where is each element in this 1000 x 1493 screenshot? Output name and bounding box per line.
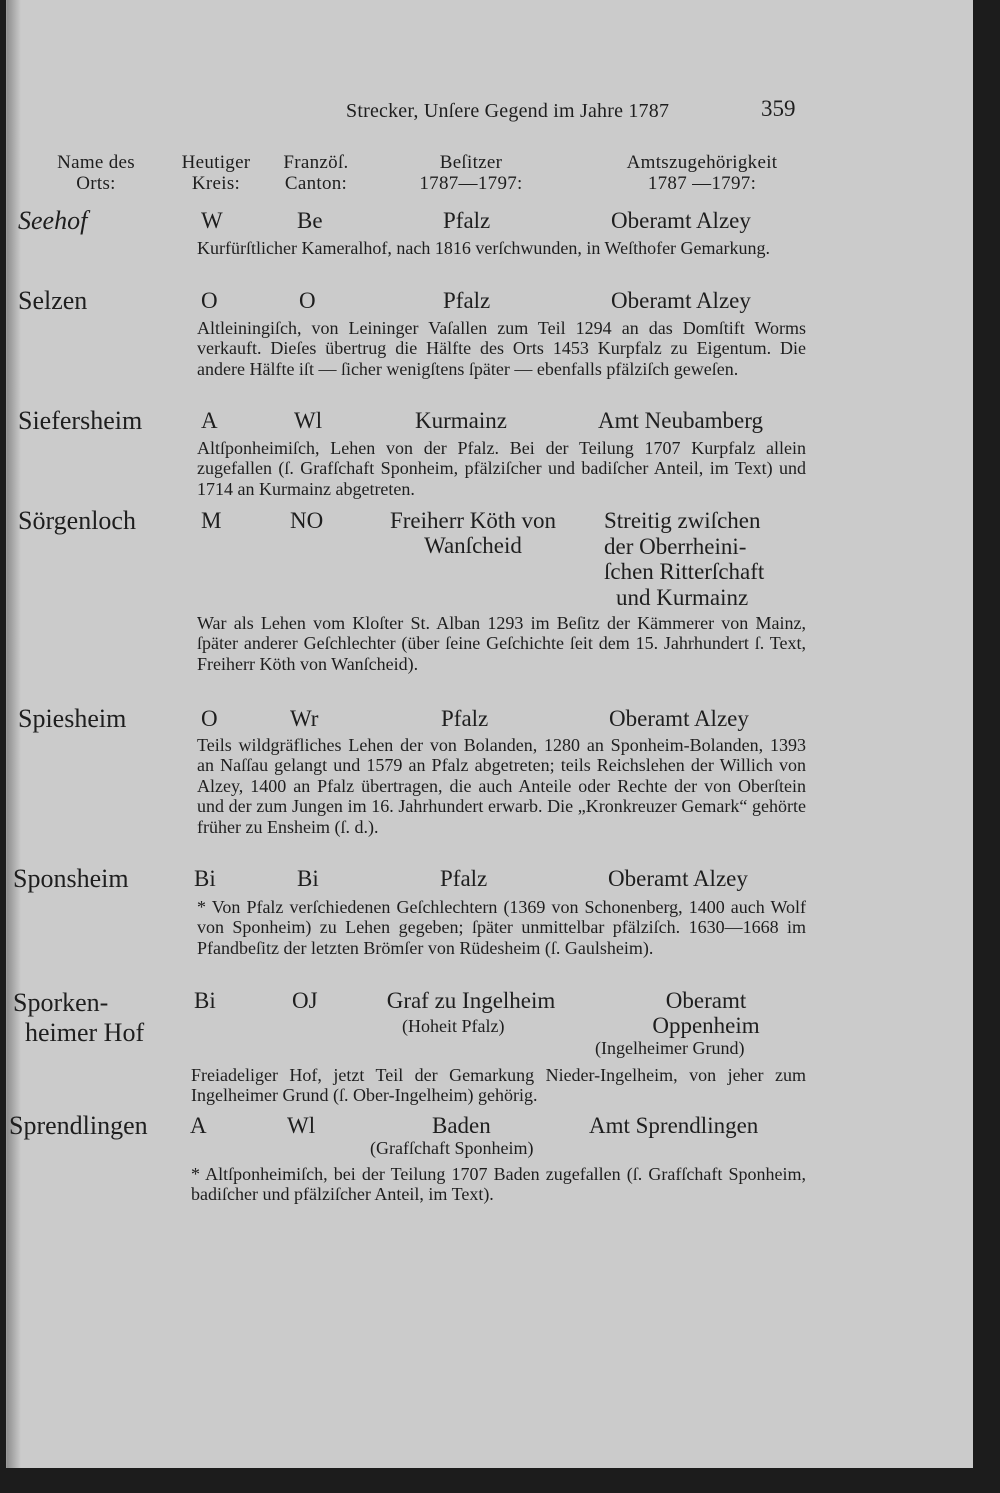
kreis-cell: Bi [194, 988, 216, 1013]
place-name: Sponsheim [13, 864, 129, 893]
canton-cell: Wl [287, 1113, 316, 1138]
place-name: Sprendlingen [9, 1111, 148, 1140]
column-heading-amt: Amtszugehörigkeit 1787 —1797: [626, 152, 778, 194]
canton-cell: OJ [292, 988, 318, 1013]
entry-description: Altſponheimiſch, Lehen von der Pfalz. Bei der Teilung 1707 Kurpfalz allein zugefallen (ſ. Grafſchaft Sponheim, pfälziſcher und badiſcher Anteil, im Text) und 1714 an Kurmainz abgetreten. [197, 438, 806, 499]
kreis-cell: M [201, 508, 222, 533]
column-heading-canton: Franzöſ. Canton: [283, 152, 349, 194]
column-heading-besitzer: Beſitzer 1787—1797: [419, 152, 523, 194]
canton-cell: Wr [290, 706, 319, 731]
page-number: 359 [761, 96, 796, 121]
canton-cell: O [299, 288, 316, 313]
entry-description: Altleiningiſch, von Leininger Vaſallen zum Teil 1294 an das Domſtift Worms verkauft. Dieſes übertrug die Hälfte des Orts 1453 Kurpfalz zu Eigentum. Die andere Hälfte iſt — ſicher wenigſtens ſpäter — ebenfalls pfälziſch geweſen. [197, 318, 806, 379]
canton-cell: Be [297, 208, 323, 233]
column-heading-name: Name des Orts: [57, 152, 135, 194]
amt-cell: Amt Sprendlingen [589, 1113, 759, 1138]
entry-description: Freiadeliger Hof, jetzt Teil der Gemarkung Nieder-Ingelheim, von jeher zum Ingelheimer Grund (ſ. Ober-Ingelheim) gehörig. [191, 1065, 806, 1106]
running-title: Strecker, Unſere Gegend im Jahre 1787 [346, 100, 670, 122]
kreis-cell: O [201, 288, 218, 313]
amt-cell: Oberamt Alzey [611, 208, 751, 233]
kreis-cell: A [201, 408, 218, 433]
entry-description: Kurfürſtlicher Kameralhof, nach 1816 verſchwunden, in Weſthofer Gemarkung. [197, 238, 771, 258]
amt-cell: Oberamt Alzey [608, 866, 748, 891]
amt-cell: Oberamt Alzey [609, 706, 749, 731]
besitzer-note: (Grafſchaft Sponheim) [370, 1138, 534, 1158]
place-name: Sporken- heimer Hof [13, 988, 145, 1047]
running-header [7, 96, 973, 126]
kreis-cell: Bi [194, 866, 216, 891]
amt-cell: Streitig zwiſchen der Oberrheini- ſchen Ritterſchaft und Kurmainz [604, 508, 765, 610]
column-heading-kreis: Heutiger Kreis: [181, 152, 251, 194]
entry-description: Teils wildgräfliches Lehen der von Bolanden, 1280 an Sponheim-Bolanden, 1393 an Naſſau gelangt und 1579 an Pfalz abgetreten; teils Reichslehen der Willich von Alzey, 1400 an Pfalz übertragen, die auch Anteile oder Rechte der von Oberſtein und der zum Jungen im 16. Jahrhundert erwarb. Die „Kronkreuzer Gemark“ gehörte früher zu Ensheim (ſ. d.). [197, 735, 806, 837]
kreis-cell: A [190, 1113, 207, 1138]
amt-cell: Oberamt Oppenheim [652, 988, 760, 1038]
besitzer-cell: Baden [432, 1113, 491, 1138]
place-name: Selzen [18, 286, 88, 315]
kreis-cell: W [201, 208, 223, 233]
besitzer-note: (Hoheit Pfalz) [402, 1016, 505, 1036]
place-name: Seehof [18, 206, 88, 235]
amt-cell: Oberamt Alzey [611, 288, 751, 313]
besitzer-cell: Pfalz [440, 866, 488, 891]
besitzer-cell: Pfalz [443, 208, 491, 233]
canton-cell: NO [290, 508, 324, 533]
book-page [6, 0, 973, 1468]
besitzer-cell: Kurmainz [415, 408, 507, 433]
entry-description: War als Lehen vom Kloſter St. Alban 1293 im Beſitz der Kämmerer von Mainz, ſpäter anderer Geſchlechter (über ſeine Geſchichte ſeit dem 15. Jahrhundert ſ. Text, Freiherr Köth von Wanſcheid). [197, 613, 806, 674]
besitzer-cell: Freiherr Köth von Wanſcheid [389, 508, 557, 558]
besitzer-cell: Pfalz [443, 288, 491, 313]
amt-cell: Amt Neubamberg [598, 408, 764, 433]
amt-note: (Ingelheimer Grund) [595, 1038, 745, 1058]
entry-description: * Von Pfalz verſchiedenen Geſchlechtern (1369 von Schonenberg, 1400 auch Wolf von Sponheim) zu Lehen gegeben; ſpäter unmittelbar pfälziſch. 1630—1668 im Pfandbeſitz der letzten Brömſer von Rüdesheim (ſ. Gaulsheim). [197, 897, 806, 958]
place-name: Spiesheim [18, 704, 127, 733]
entry-description: * Altſponheimiſch, bei der Teilung 1707 Baden zugefallen (ſ. Grafſchaft Sponheim, badiſcher und pfälziſcher Anteil, im Text). [191, 1164, 806, 1205]
place-name: Siefersheim [18, 406, 143, 435]
kreis-cell: O [201, 706, 218, 731]
place-name: Sörgenloch [18, 506, 136, 535]
canton-cell: Bi [297, 866, 319, 891]
besitzer-cell: Pfalz [441, 706, 489, 731]
canton-cell: Wl [294, 408, 323, 433]
besitzer-cell: Graf zu Ingelheim [386, 988, 556, 1013]
